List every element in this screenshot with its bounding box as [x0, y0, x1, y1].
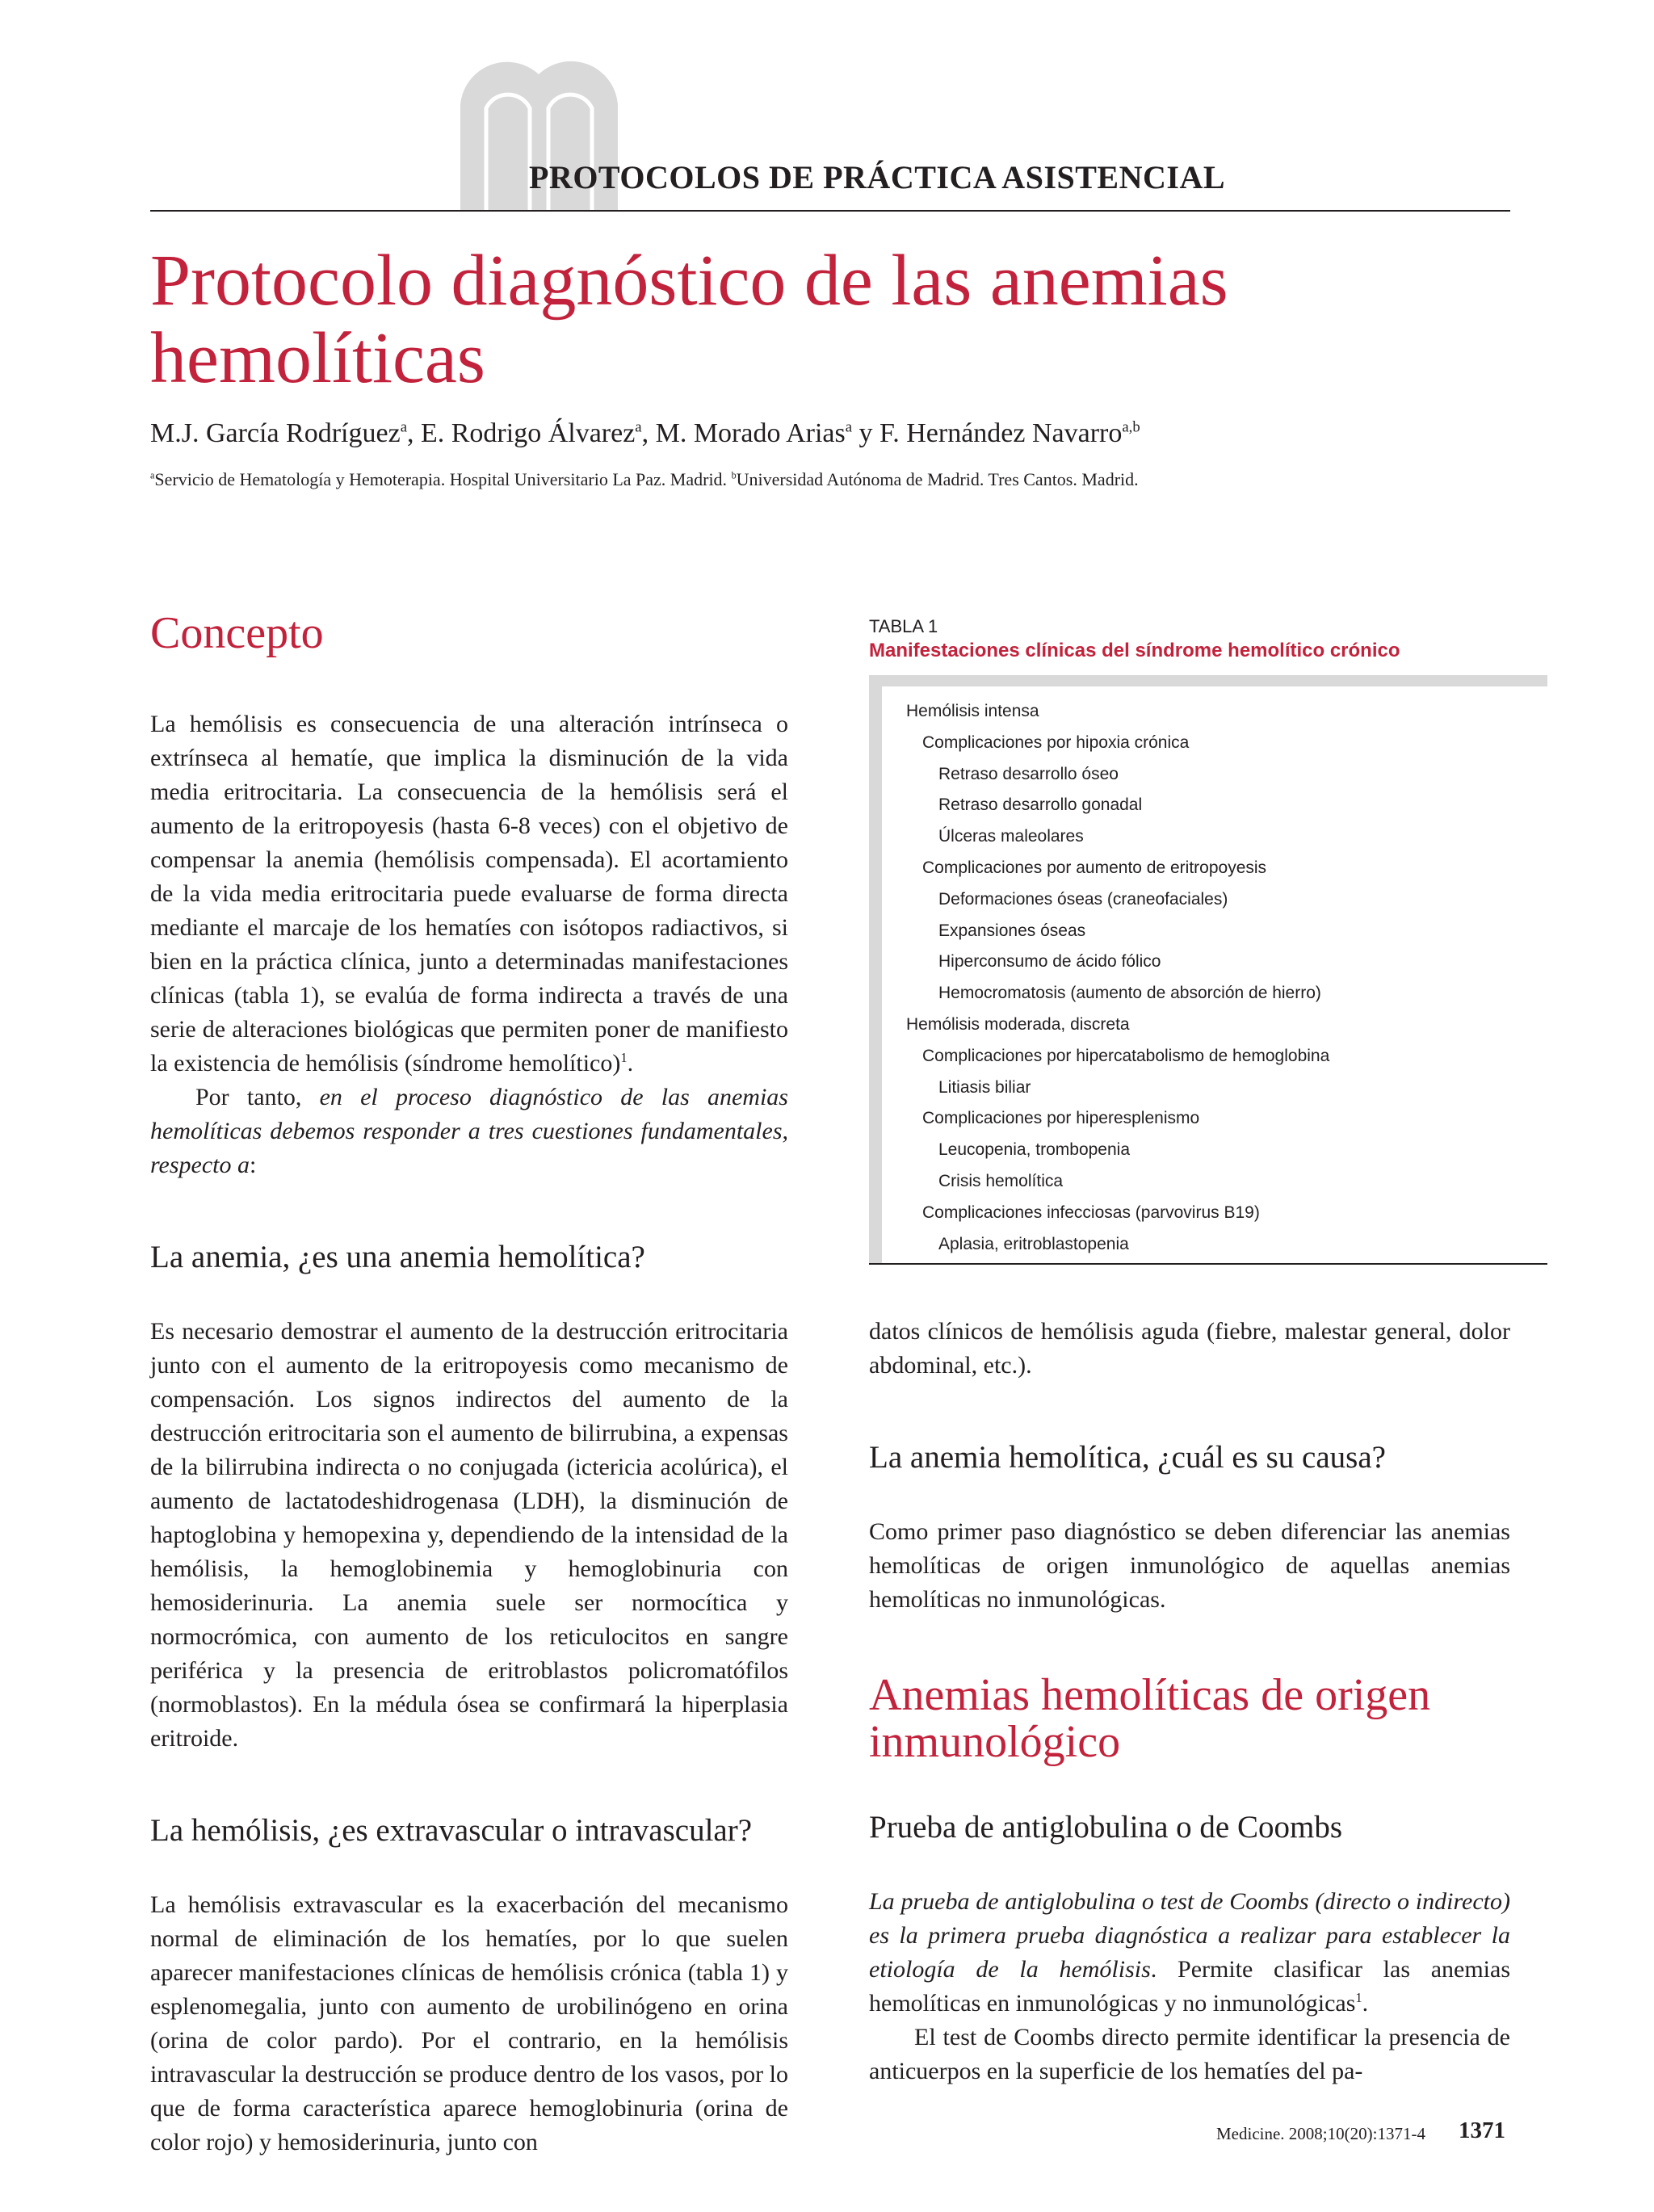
table-row: Hemocromatosis (aumento de absorción de hierro) — [938, 984, 1321, 1003]
section-label: PROTOCOLOS DE PRÁCTICA ASISTENCIAL — [529, 159, 1226, 195]
paragraph-concepto-1 — [150, 707, 788, 1081]
paragraph-end: : — [250, 1152, 257, 1178]
table-row: Hemólisis moderada, discreta — [906, 1014, 1130, 1034]
affil-a: Servicio de Hematología y Hemoterapia. Hospital Universitario La Paz. Madrid. — [154, 469, 732, 489]
author-affil-sup: a,b — [1122, 418, 1140, 436]
table-row: Leucopenia, trombopenia — [938, 1140, 1131, 1160]
table-row: Complicaciones por hiperesplenismo — [922, 1109, 1200, 1128]
emphasis-text: La prueba de antiglobulina o test de Coombs (directo o indirecto) es la primera prueba diagnóstica a realizar para establecer la etiología de la hemólisis — [869, 1888, 1510, 1983]
affil-sup-a: a — [150, 469, 155, 481]
paragraph-anemia-hemolitica: Es necesario demostrar el aumento de la destrucción eritrocitaria junto con el aumento de la eritropoyesis como mecanismo de compensación. Los signos indirectos del aumento de la destrucción eritrocitaria son el aumento de bilirrubina, a expensas de la bilirrubina indirecta o no conjugada (ictericia acolúrica), el aumento de lactatodeshidrogenasa (LDH), la disminución de haptoglobina y hemopexina y, dependiendo de la intensidad de la hemólisis, la hemoglobinemia y hemoglobinuria con hemosiderinuria. La anemia suele ser normocítica y normocrómica, con aumento de los reticulocitos en sangre periférica y la presencia de eritroblastos policromatófilos (normoblastos). En la médula ósea se confirmará la hiperplasia eritroide. — [150, 1318, 788, 1752]
right-column — [869, 1315, 1510, 2088]
table-row: Retraso desarrollo óseo — [938, 764, 1119, 783]
reference-sup: 1 — [620, 1050, 628, 1065]
article-title — [150, 242, 1483, 397]
subheading-extravascular: La hemólisis, ¿es extravascular o intravascular? — [150, 1813, 753, 1848]
author-name: M.J. García Rodríguez — [150, 418, 401, 448]
paragraph-end: . — [627, 1050, 634, 1077]
section-heading-inmunologico — [869, 1672, 1510, 1765]
author-name: E. Rodrigo Álvarez — [420, 418, 636, 448]
table-row: Úlceras maleolares — [938, 827, 1084, 846]
paragraph-coombs-2: El test de Coombs directo permite identificar la presencia de anticuerpos en la superficie de los hematíes del pa- — [869, 2024, 1510, 2084]
author-separator: , — [641, 418, 656, 448]
heading-line-1: Anemias hemolíticas de origen — [869, 1670, 1431, 1720]
table-top-bar — [869, 675, 1547, 686]
affil-sup-b: b — [731, 469, 737, 481]
heading-line-2: inmunológico — [869, 1717, 1121, 1767]
table-row: Hiperconsumo de ácido fólico — [938, 952, 1161, 972]
table-label: TABLA 1 — [869, 616, 938, 636]
table-row: Aplasia, eritroblastopenia — [938, 1234, 1129, 1253]
author-affil-sup: a — [635, 418, 642, 436]
author-affil-sup: a — [400, 418, 407, 436]
paragraph-text: La hemólisis es consecuencia de una alteración intrínseca o extrínseca al hematíe, que implica la disminución de la vida media eritrocitaria. La consecuencia de la hemólisis será el aumento de la eritropoyesis (hasta 6-8 veces) con el objetivo de compensar la anemia (hemólisis compensada). El acortamiento de la vida media eritrocitaria puede evaluarse de forma directa mediante el marcaje de los hematíes con isótopos radiactivos, si bien en la práctica clínica, junto a determinadas manifestaciones clínicas (tabla 1), se evalúa de forma indirecta a través de una serie de alteraciones biológicas que permiten poner de manifiesto la existencia de hemólisis (síndrome hemolítico) — [150, 711, 788, 1077]
affiliations — [150, 469, 1139, 490]
paragraph-text: Por tanto, — [195, 1084, 320, 1110]
table-row: Hemólisis intensa — [906, 702, 1039, 720]
paragraph-end: . — [1362, 1990, 1369, 2017]
table-row: Litiasis biliar — [938, 1077, 1031, 1097]
table-rows — [869, 686, 1547, 1263]
table-row: Crisis hemolítica — [938, 1171, 1064, 1190]
reference-sup: 1 — [1355, 1990, 1362, 2005]
table-title: Manifestaciones clínicas del síndrome hemolítico crónico — [869, 640, 1400, 661]
author-separator: y — [852, 418, 880, 448]
table-row: Complicaciones por hipoxia crónica — [922, 732, 1190, 752]
paragraph-coombs-1 — [869, 1885, 1510, 2021]
table-row: Deformaciones óseas (craneofaciales) — [938, 889, 1228, 909]
table-row: Retraso desarrollo gonadal — [938, 795, 1143, 815]
header-rule — [150, 210, 1510, 212]
author-affil-sup: a — [845, 418, 853, 436]
author-name: M. Morado Arias — [655, 418, 846, 448]
table-side-bar — [869, 675, 882, 1263]
footer-citation: Medicine. 2008;10(20):1371-4 — [1216, 2124, 1425, 2143]
table-1 — [869, 615, 1547, 1265]
paragraph-extravascular: La hemólisis extravascular es la exacerbación del mecanismo normal de eliminación de los hematíes, por lo que suelen aparecer manifestaciones clínicas de hemólisis crónica (tabla 1) y esplenomegalia, junto con aumento de urobilinógeno en orina (orina de color pardo). Por el contrario, en la hemólisis intravascular la destrucción se produce dentro de los vasos, por lo que de forma característica aparece hemoglobinuria (orina de color rojo) y hemosiderinuria, junto con — [150, 1891, 788, 2155]
left-column — [150, 610, 788, 2160]
subheading-coombs: Prueba de antiglobulina o de Coombs — [869, 1810, 1342, 1845]
emphasis-text: en el proceso diagnóstico de las anemias hemolíticas debemos responder a tres cuestiones fundamentales, respecto a — [150, 1084, 788, 1178]
paragraph-concepto-2 — [150, 1081, 788, 1182]
table-row: Complicaciones por hipercatabolismo de hemoglobina — [922, 1046, 1330, 1065]
paragraph-causa: Como primer paso diagnóstico se deben diferenciar las anemias hemolíticas de origen inmunológico de aquellas anemias hemolíticas no inmunológicas. — [869, 1518, 1510, 1613]
subheading-causa: La anemia hemolítica, ¿cuál es su causa? — [869, 1440, 1386, 1475]
table-body — [869, 675, 1547, 1265]
page-number: 1371 — [1459, 2118, 1505, 2143]
table-row: Complicaciones infecciosas (parvovirus B19) — [922, 1203, 1260, 1222]
affil-b: Universidad Autónoma de Madrid. Tres Cantos. Madrid. — [736, 469, 1139, 489]
author-list — [150, 418, 1140, 449]
author-name: F. Hernández Navarro — [879, 418, 1123, 448]
paragraph-continuation: datos clínicos de hemólisis aguda (fiebre, malestar general, dolor abdominal, etc.). — [869, 1318, 1510, 1379]
title-line-2: hemolíticas — [150, 318, 485, 398]
paragraph-text: . Permite clasificar las anemias hemolíticas en inmunológicas y no inmunológicas — [869, 1956, 1511, 2017]
title-line-1: Protocolo diagnóstico de las anemias — [150, 241, 1228, 321]
author-separator: , — [406, 418, 421, 448]
subheading-anemia-hemolitica: La anemia, ¿es una anemia hemolítica? — [150, 1240, 645, 1274]
table-row: Expansiones óseas — [938, 921, 1086, 940]
table-row: Complicaciones por aumento de eritropoyesis — [922, 858, 1267, 877]
section-heading-concepto: Concepto — [150, 608, 324, 658]
